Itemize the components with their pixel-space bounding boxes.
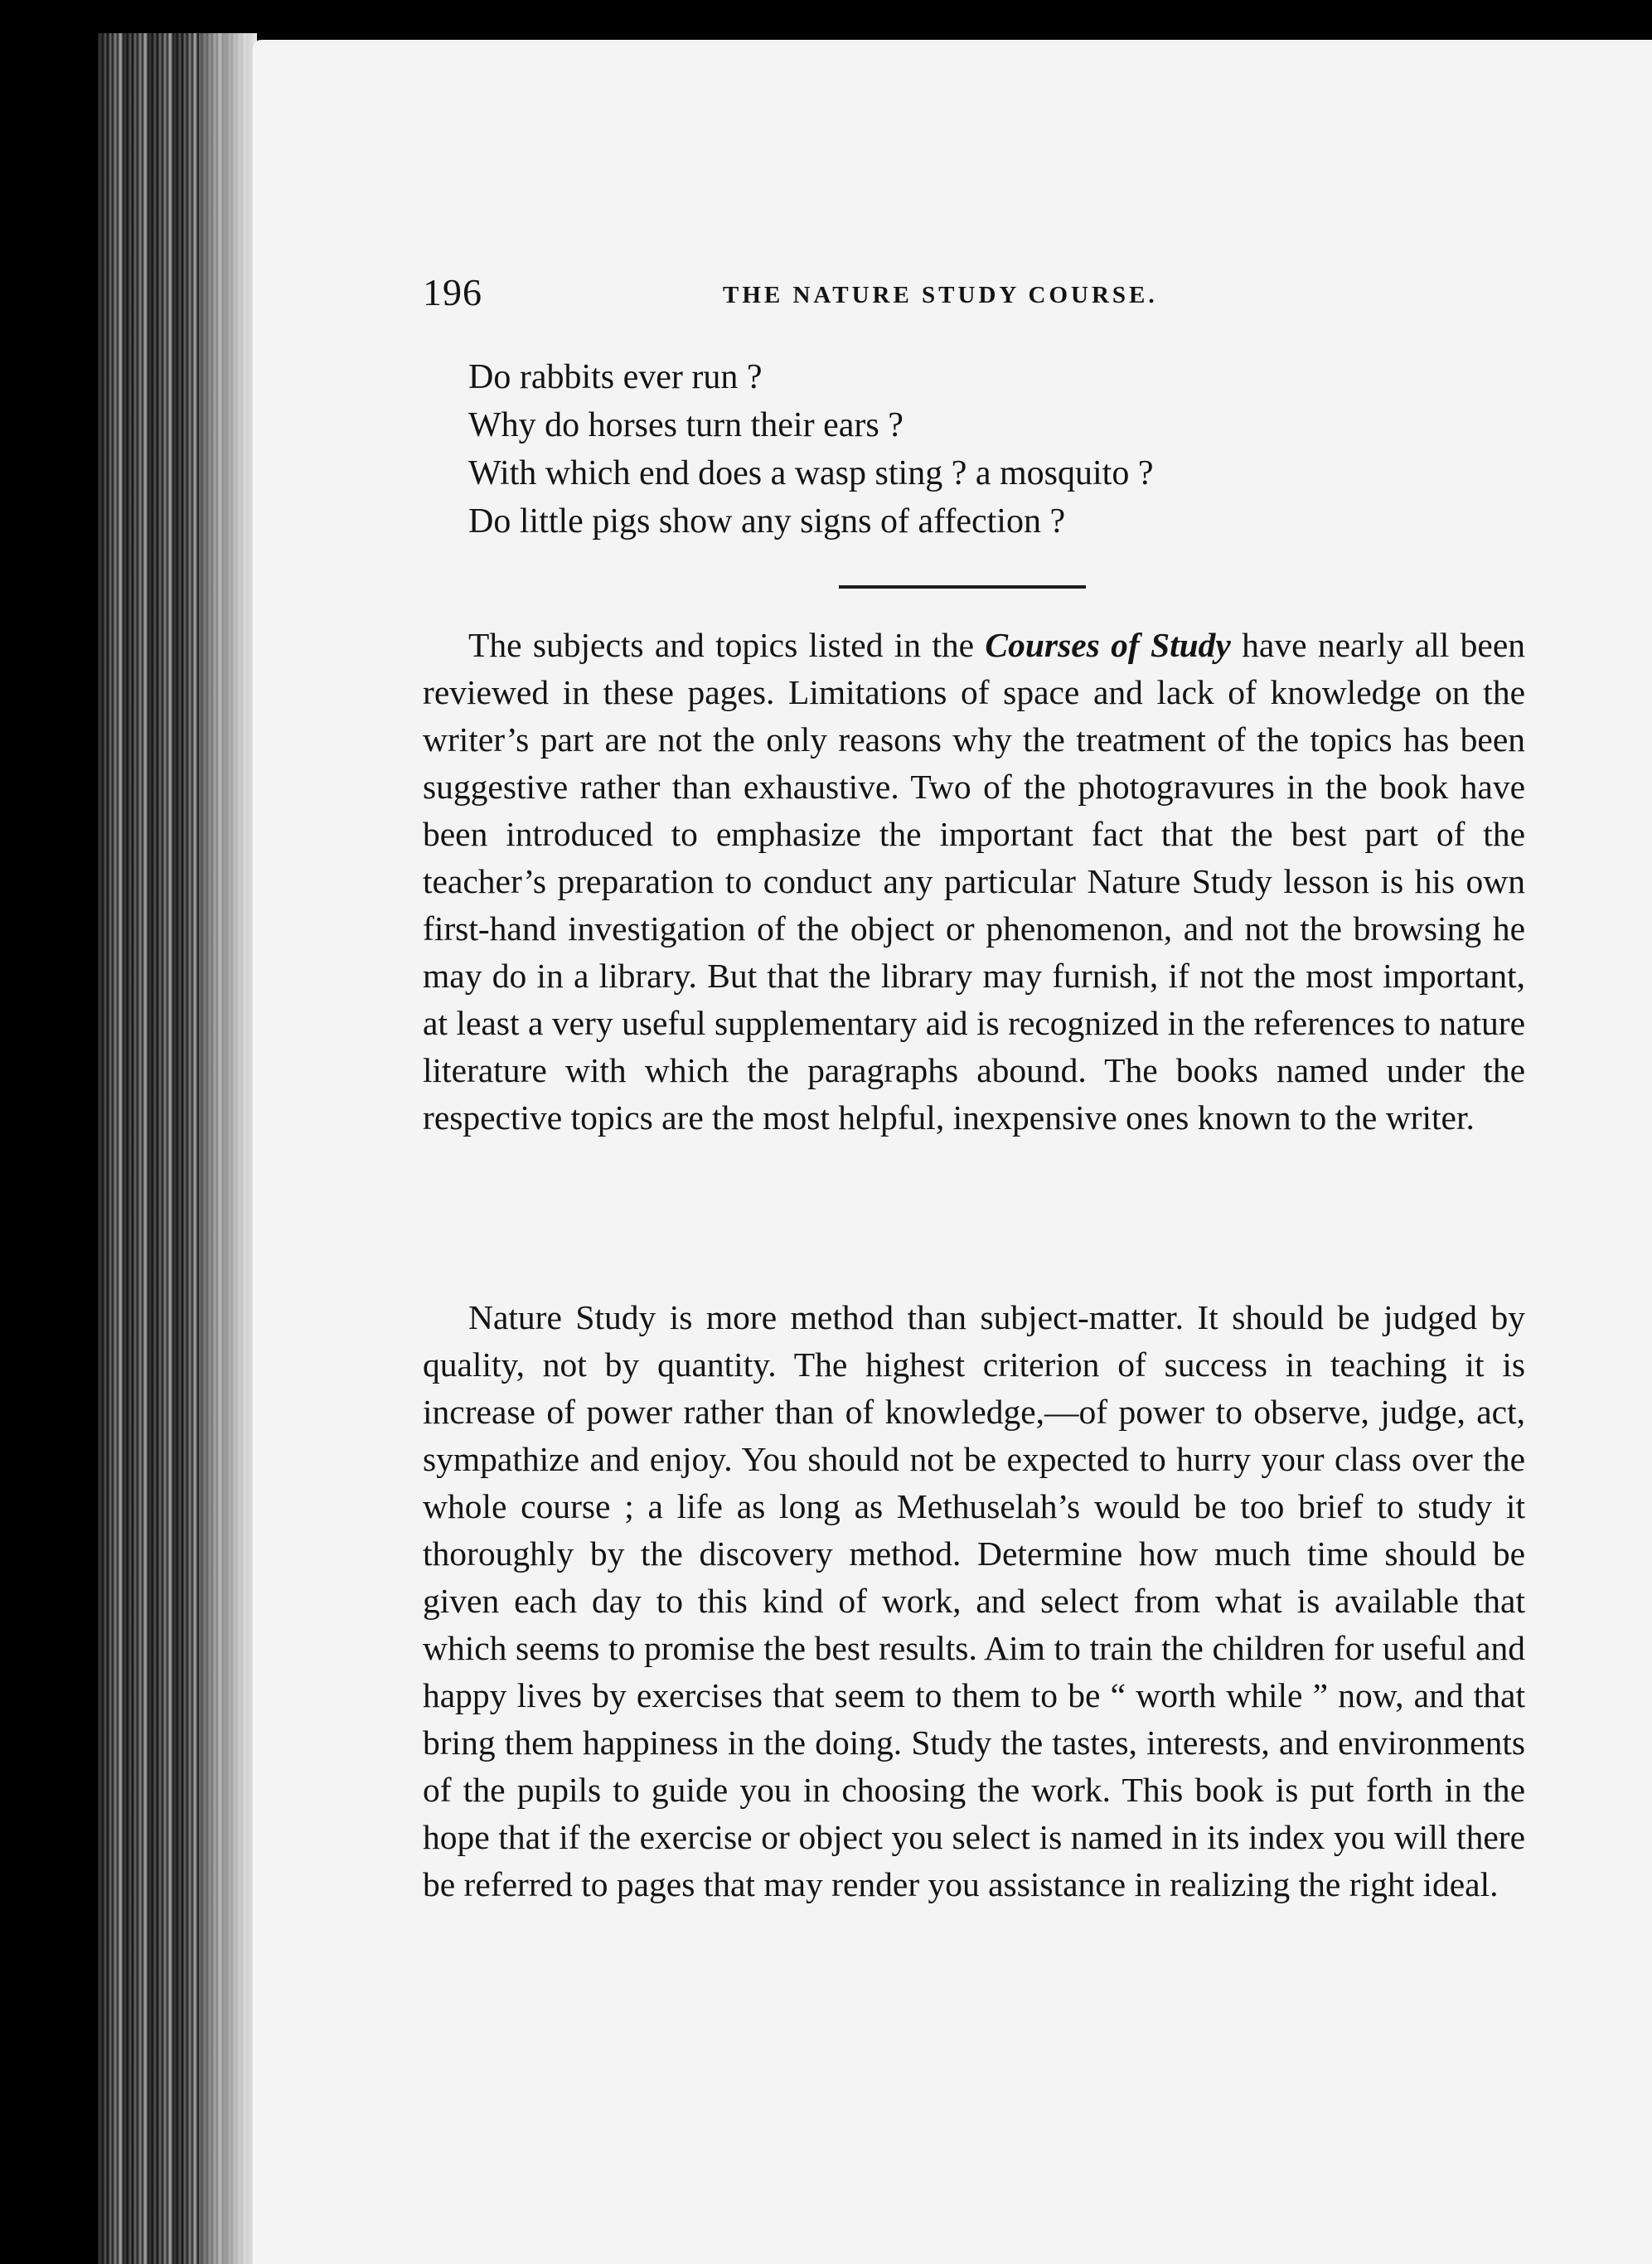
paragraph-courses-of-study xyxy=(423,622,1525,1142)
question-item: Do little pigs show any signs of affection ? xyxy=(468,502,1066,541)
page-content xyxy=(253,40,1652,2264)
paragraph-text: The subjects and topics listed in the xyxy=(468,626,986,664)
paragraph-nature-study-method: Nature Study is more method than subject-matter. It should be judged by quality, not by quantity. The highest criterion of success in teaching it is increase of power rather than of knowledge,—of power to observe, judge, act, sympathize and enjoy. You should not be expected to hurry your class over the whole course ; a life as long as Methuselah’s would be too brief to study it thoroughly by the discovery method. Determine how much time should be given each day to this kind of work, and select from what is available that which seems to promise the best results. Aim to train the children for useful and happy lives by exercises that seem to them to be “ worth while ” now, and that bring them happiness in the doing. Study the tastes, interests, and environments of the pupils to guide you in choosing the work. This book is put forth in the hope that if the exercise or object you select is named in its index you will there be referred to pages that may render you assistance in realizing the right ideal. xyxy=(423,1298,1525,1903)
question-item: Why do horses turn their ears ? xyxy=(468,406,904,444)
question-list xyxy=(468,353,1546,545)
italic-title: Courses of Study xyxy=(985,626,1231,664)
paragraph-text: have nearly all been reviewed in these pages. Limitations of space and lack of knowledge on the writer’s part are not the only reasons why the treatment of the topics has been suggestive rather than exhaustive. Two of the photogravures in the book have been introduced to emphasize the important fact that the best part of the teacher’s preparation to conduct any particular Nature Study lesson is his own first-hand investigation of the object or phenomenon, and not the browsing he may do in a library. But that the library may furnish, if not the most important, at least a very useful supplementary aid is recognized in the references to nature literature with which the paragraphs abound. The books named under the respective topics are the most helpful, inexpensive ones known to the writer. xyxy=(423,626,1525,1137)
spine-shadow xyxy=(199,33,257,2264)
running-title: THE NATURE STUDY COURSE. xyxy=(723,282,1158,308)
running-head xyxy=(423,270,1500,312)
page-number: 196 xyxy=(423,271,482,313)
question-item: With which end does a wasp sting ? a mosquito ? xyxy=(468,454,1154,492)
question-item: Do rabbits ever run ? xyxy=(468,358,763,396)
section-divider xyxy=(839,585,1086,589)
book-page xyxy=(253,40,1652,2264)
